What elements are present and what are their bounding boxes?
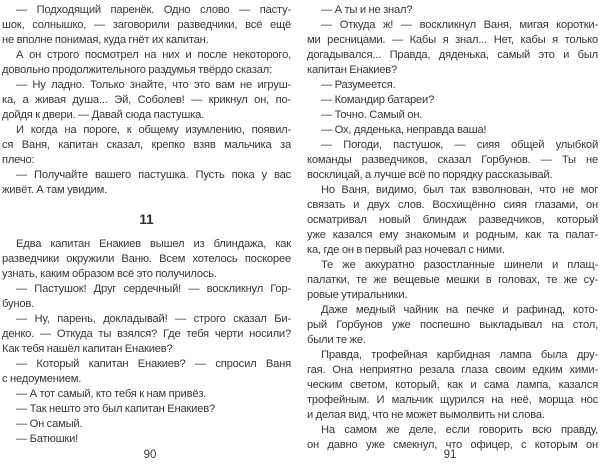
text-line: ка, а живая душа... Эй, Соболев! — крикнул он, по- [2,94,291,106]
text-line: — Разумеется. [321,79,396,91]
text-line: и делая вид, что не может вымолвить ни слова. [307,409,545,421]
text-line: не вполне понимая, куда гнёт их капитан. [2,34,209,46]
text-line: живёт. А там увидим. [2,184,108,196]
text-line: восклицай, а лучше всё по порядку рассказывай. [307,169,553,181]
text-line: палатки, те же вещевые мешки в головах, те же су- [307,274,598,286]
text-line: — Подходящий паренёк. Одно слово — пасту- [16,4,291,16]
text-line: ческим светом, который, как и сама лампа, казался [307,379,598,391]
page-number-left: 90 [143,449,157,461]
text-line: Те же аккуратно разостланные шинели и плащ- [321,259,598,271]
text-line: уже казался ему знакомым и родным, как та палат- [307,229,598,241]
text-line: довольно продолжительного раздумья твёрдо сказал: [2,64,273,76]
text-line: Едва капитан Енакиев вышел из блиндажа, как [16,238,291,250]
page-left-text [2,3,291,447]
text-line: разведчики окружили Ваню. Всем хотелось поскорее [2,253,291,265]
text-line: — Ну ладно. Только знайте, что это вам не игруш- [16,79,291,91]
page-right [300,0,600,468]
text-line: рый Горбунов уже поспешно выкладывал на стол, [307,319,598,331]
text-line: — Ну, парень, докладывай! — строго сказал Би- [16,313,291,325]
text-line: денко. — Откуда ты взялся? Где тебя черти носили? [2,328,291,340]
text-line: ми ресницами. — Кабы я знал... Нет, кабы я только [307,34,598,46]
text-line: Даже медный чайник на печке и рафинад, кото- [321,304,598,316]
text-line: — Так нешто это был капитан Енакиев? [16,403,216,415]
text-line: он давно уже смекнул, что офицер, с которым он [307,439,598,451]
text-line: — Который капитан Енакиев? — спросил Ваня [16,358,291,370]
text-line: связать и двух слов. Восхищённо сияя глазами, он [307,199,598,211]
text-line: догадывался... Правда, дяденька, самый это и был [307,49,598,61]
text-line: узнать, каким образом всё это получилось. [2,268,217,280]
text-line: осматривал новый блиндаж разведчиков, который [307,214,598,226]
text-line: капитан Енакиев? [307,64,398,76]
text-line: команды разведчиков, сказал Горбунов. — Ты не [307,154,598,166]
text-line: гая. Она неприятно резала глаза своим едким хими- [307,364,598,376]
text-line: — Пастушок! Друг сердечный! — воскликнул Гор- [16,283,291,295]
text-line: — Точно. Самый он. [321,109,423,121]
text-line: шок, солнышко, — заговорили разведчики, всё ещё [2,19,291,31]
text-line: А он строго посмотрел на них и после некоторого, [16,49,291,61]
text-line: На самом же деле, если говорить всю правду, [321,424,598,436]
text-line: ся Ваня, капитан сказал, крепко взяв мальчика за [2,139,291,151]
text-line: Как тебя нашёл капитан Енакиев? [2,343,173,355]
text-line: — Погоди, пастушок, — сияя общей улыбкой [321,139,598,151]
text-line: — А ты и не знал? [321,4,413,16]
text-line: И когда на пороге, к общему изумлению, появил- [16,124,291,136]
text-line: дойдя к двери. — Давай сюда пастушка. [2,109,205,121]
text-line: были те же. [307,334,366,346]
text-line: — Ох, дяденька, неправда ваша! [321,124,487,136]
text-line: с недоумением. [2,373,82,385]
text-line: Правда, трофейная карбидная лампа была дру- [321,349,598,361]
text-line: — Получайте вашего пастушка. Пусть пока у вас [16,169,291,181]
page-right-text [307,3,598,453]
text-line: — А тот самый, кто тебя к нам привёз. [16,388,207,400]
text-line: трофейным. И мальчик щурился на неё, морща нос [307,394,598,406]
text-line: ровые утиральники. [307,289,408,301]
text-line: — Он самый. [16,418,83,430]
text-line: ка, где он в первый раз ночевал с ними. [307,244,505,256]
chapter-number-heading: 11 [139,212,154,227]
text-line: — Откуда ж! — воскликнул Ваня, мигая коротки- [321,19,598,31]
text-line: — Командир батареи? [321,94,435,106]
text-line: плечо: [2,154,35,166]
text-line: бунов. [2,298,35,310]
text-line: — Батюшки! [16,433,79,445]
page-number-right: 91 [443,449,457,461]
text-line: Но Ваня, видимо, был так взволнован, что не мог [321,184,598,196]
